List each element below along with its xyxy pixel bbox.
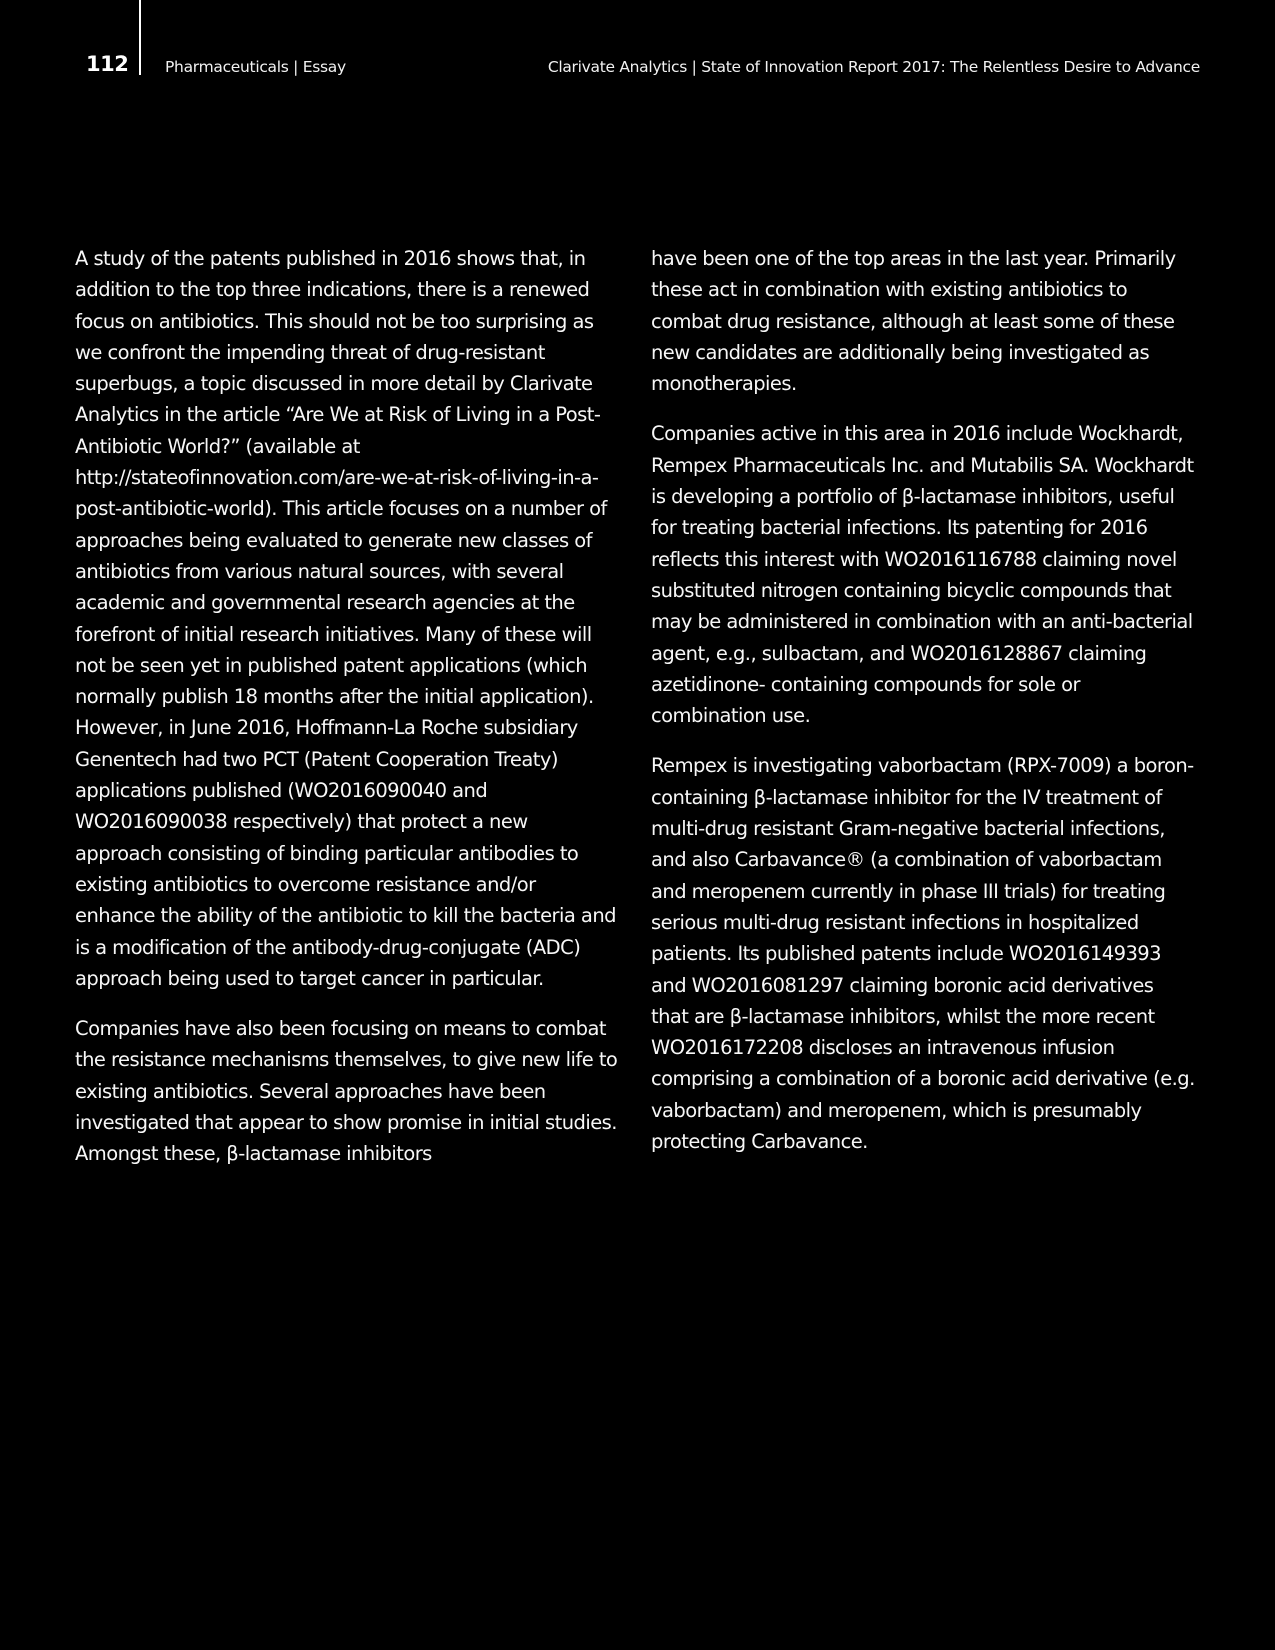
body-paragraph: Companies have also been focusing on means to combat the resistance mechanisms themselves, to give new life to existing antibiotics. Several approaches have been investigated that appear to show promise in initial studies. Amongst these, β-lactamase inhibitors <box>75 1017 618 1166</box>
body-paragraph: have been one of the top areas in the last year. Primarily these act in combination with existing antibiotics to combat drug resistance, although at least some of these new candidates are additionally being investigated as monotherapies. <box>651 247 1176 396</box>
left-column <box>75 243 620 1189</box>
body-paragraph: Rempex is investigating vaborbactam (RPX-7009) a boron-containing β-lactamase inhibitor for the IV treatment of multi-drug resistant Gram-negative bacterial infections, and also Carbavance® (a combination of vaborbactam and meropenem currently in phase III trials) for treating serious multi-drug resistant infections in hospitalized patients. Its published patents include WO2016149393 and WO2016081297 claiming boronic acid derivatives that are β-lactamase inhibitors, whilst the more recent WO2016172208 discloses an intravenous infusion comprising a combination of a boronic acid derivative (e.g. vaborbactam) and meropenem, which is presumably protecting Carbavance. <box>651 754 1195 1154</box>
right-column <box>651 243 1196 1176</box>
body-paragraph: Companies active in this area in 2016 include Wockhardt, Rempex Pharmaceuticals Inc. and Mutabilis SA. Wockhardt is developing a portfolio of β-lactamase inhibitors, useful for treating bacterial infections. Its patenting for 2016 reflects this interest with WO2016116788 claiming novel substituted nitrogen containing bicyclic compounds that may be administered in combination with an anti-bacterial agent, e.g., sulbactam, and WO2016128867 claiming azetidinone- containing compounds for sole or combination use. <box>651 422 1194 728</box>
header-divider <box>139 0 141 75</box>
report-title: Clarivate Analytics | State of Innovation Report 2017: The Relentless Desire to Advance <box>547 58 1200 76</box>
body-paragraph: A study of the patents published in 2016 shows that, in addition to the top three indications, there is a renewed focus on antibiotics. This should not be too surprising as we confront the impending threat of drug-resistant superbugs, a topic discussed in more detail by Clarivate Analytics in the article “Are We at Risk of Living in a Post-Antibiotic World?” (available at http://stateofinnovation.com/are-we-at-risk-of-living-in-a-post-antibiotic-world). This article focuses on a number of approaches being evaluated to generate new classes of antibiotics from various natural sources, with several academic and governmental research agencies at the forefront of initial research initiatives. Many of these will not be seen yet in published patent applications (which normally publish 18 months after the initial application). However, in June 2016, Hoffmann-La Roche subsidiary Genentech had two PCT (Patent Cooperation Treaty) applications published (WO2016090040 and WO2016090038 respectively) that protect a new approach consisting of binding particular antibodies to existing antibiotics to overcome resistance and/or enhance the ability of the antibiotic to kill the bacteria and is a modification of the antibody-drug-conjugate (ADC) approach being used to target cancer in particular. <box>75 247 616 990</box>
page-header <box>0 0 1275 100</box>
section-label: Pharmaceuticals | Essay <box>165 58 346 76</box>
page-number: 112 <box>86 52 129 76</box>
